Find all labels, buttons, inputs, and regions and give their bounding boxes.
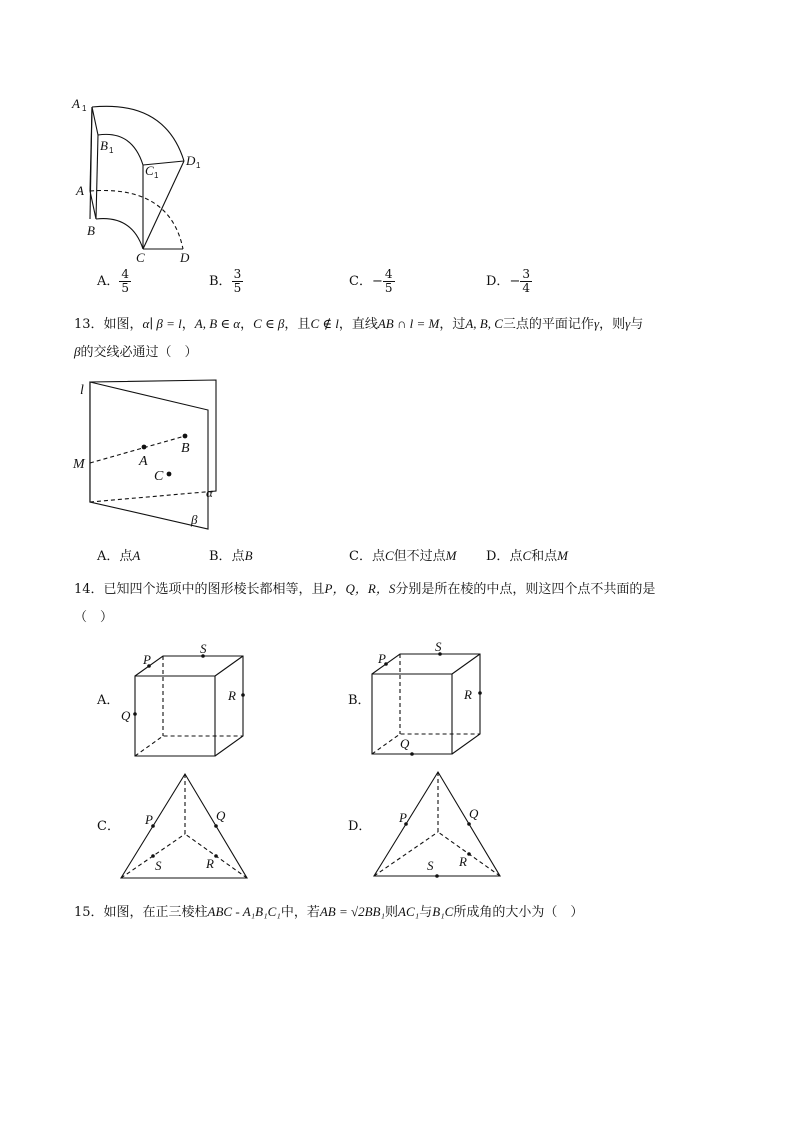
svg-text:1: 1 [82,104,87,113]
label-alpha: α [206,485,213,500]
label-b1: B [100,138,108,153]
q14-tetra-c [115,768,255,883]
svg-text:S: S [155,858,162,873]
svg-text:Q: Q [216,808,226,823]
point-a [142,445,147,450]
svg-text:Q: Q [121,708,131,723]
q12-option-d[interactable]: D．− $\frac{3}{4}$ [486,267,530,295]
label-a1: A [72,96,80,111]
q13-option-d[interactable]: D．点C和点M [486,548,568,564]
q14-cube-b [352,636,492,761]
svg-text:R: R [206,856,214,871]
label-beta: β [191,512,198,527]
q14-cube-a [115,638,255,763]
q12-option-a[interactable]: A． $\frac{4}{5}$ [97,267,130,295]
svg-text:Q: Q [469,806,479,821]
svg-text:S: S [435,639,442,654]
q13-option-a[interactable]: A．点A [97,548,141,564]
q13-figure [70,372,230,532]
svg-text:1: 1 [196,161,201,170]
svg-text:R: R [228,688,236,703]
q14-option-d-label[interactable]: D． [348,819,372,834]
q13-stem-line1: 13．如图，α∣ β = l，A, B ∈ α，C ∈ β，且C ∉ l，直线AB ∩ l = M，过A, B, C三点的平面记作γ，则γ与 [74,316,644,332]
point-c [167,472,172,477]
svg-text:1: 1 [154,171,159,180]
plane-beta [90,382,208,529]
q15-stem: 15．如图，在正三棱柱ABC - A₁B₁C₁中，若AB = √2BB₁则AC₁与B₁C所成角的大小为（ ） [74,904,584,920]
q14-option-c-label[interactable]: C． [97,819,120,834]
label-c: C [154,469,164,484]
q12-option-b[interactable]: B． $\frac{3}{5}$ [209,267,242,295]
q14-stem-line2: （ ） [74,610,114,625]
label-a: A [76,183,84,198]
q13-option-b[interactable]: B．点B [209,548,253,564]
point-b [183,434,188,439]
svg-text:R: R [459,854,467,869]
svg-text:P: P [399,810,407,825]
q14-tetra-d [368,766,508,881]
svg-text:P: P [145,812,153,827]
label-d1: D [186,153,196,168]
q12-figure [70,95,210,265]
q14-option-b-label[interactable]: B． [348,693,371,708]
label-b: B [181,441,190,456]
label-d: D [180,250,190,265]
q13-option-c[interactable]: C．点C但不过点M [349,548,457,564]
label-m: M [73,457,85,472]
label-l: l [80,383,84,398]
label-c: C [136,250,145,265]
q14-stem-line1: 14．已知四个选项中的图形棱长都相等，且P，Q，R，S分别是所在棱的中点，则这四个点不共面的是 [74,581,656,597]
svg-text:P: P [143,652,151,667]
q13-stem-line2: β的交线必通过（ ） [74,344,198,360]
svg-text:Q: Q [400,736,410,751]
label-a: A [139,454,148,469]
svg-text:P: P [378,651,386,666]
svg-text:S: S [427,858,434,873]
label-c1: C [145,163,154,178]
svg-text:R: R [464,687,472,702]
q12-option-c[interactable]: C．− $\frac{4}{5}$ [349,267,393,295]
arc-a-d [90,190,183,249]
q14-option-a-label[interactable]: A． [97,693,120,708]
label-b: B [87,223,95,238]
svg-text:1: 1 [109,146,114,155]
svg-text:S: S [200,641,207,656]
arc-b-c [96,219,143,249]
